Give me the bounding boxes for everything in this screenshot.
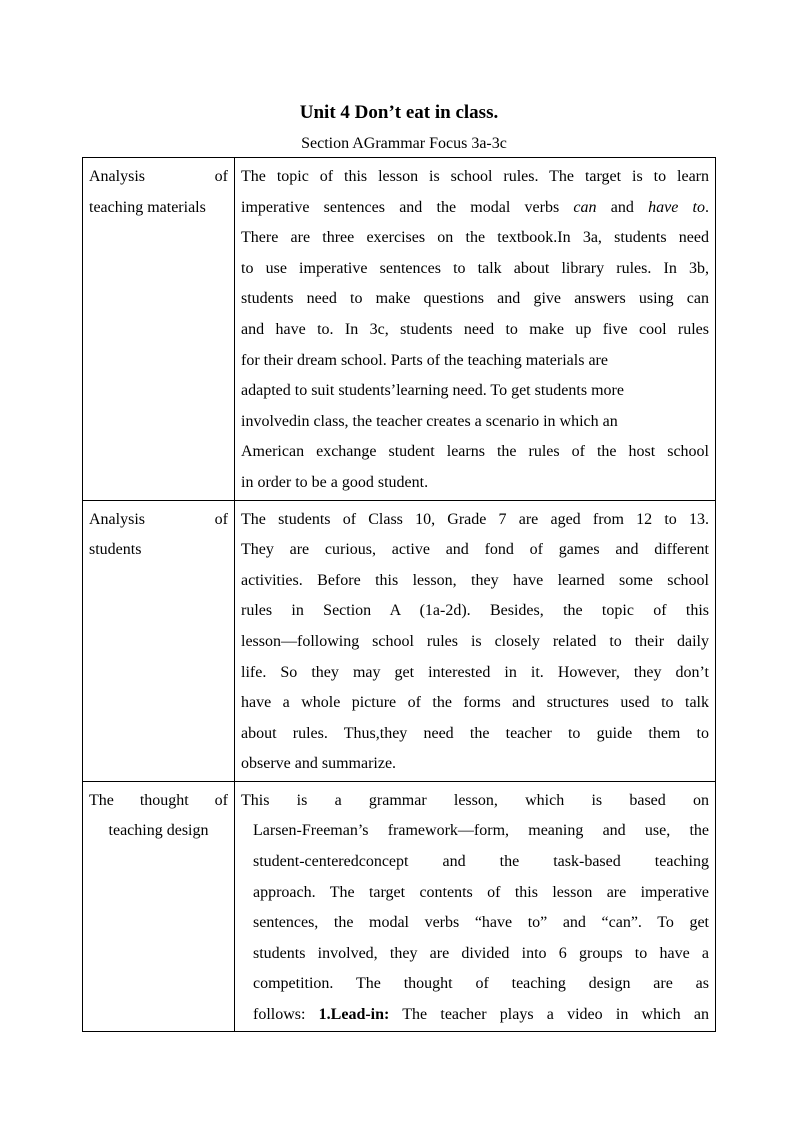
row-label (83, 158, 235, 501)
text-span: The teacher plays a video in which an (389, 1006, 709, 1024)
content-line: observe and summarize. (241, 755, 397, 773)
content-line: have a whole picture of the forms and structures used to talk (241, 694, 709, 712)
content-line: life. So they may get interested in it. However, they don’t (241, 663, 709, 681)
label-line: The thought of (89, 791, 228, 809)
content-line: They are curious, active and fond of games and different (241, 541, 709, 559)
content-line: involvedin class, the teacher creates a scenario in which an (241, 412, 618, 430)
text-span: imperative sentences and the modal verbs (241, 198, 574, 216)
content-line: rules in Section A (1a-2d). Besides, the topic of this (241, 602, 709, 620)
content-line: in order to be a good student. (241, 473, 429, 491)
label-line: Analysis of (89, 168, 228, 185)
text-span: and (596, 198, 649, 216)
label-line: Analysis of (89, 510, 228, 528)
content-line (241, 193, 709, 224)
content-line: There are three exercises on the textbook.In 3a, students need (241, 229, 709, 247)
italic-term-have-to: have to (648, 198, 705, 216)
content-line: for their dream school. Parts of the teaching materials are (241, 351, 608, 369)
content-line: and have to. In 3c, students need to make up five cool rules (241, 320, 709, 338)
content-line: to use imperative sentences to talk about library rules. In 3b, (241, 259, 709, 277)
bold-step-label: 1.Lead-in: (318, 1006, 390, 1024)
label-line: students (89, 541, 142, 559)
label-line: teaching materials (89, 198, 206, 216)
content-line: student-centeredconcept and the task-based teaching (253, 853, 709, 871)
table-row-teaching-materials (83, 158, 716, 501)
page-subtitle: Section AGrammar Focus 3a-3c (301, 135, 507, 152)
lesson-plan-table (82, 157, 716, 1032)
text-span: follows: (253, 1006, 319, 1024)
label-line: teaching design (108, 822, 209, 840)
content-line: students involved, they are divided into 6 groups to have a (253, 944, 709, 962)
content-line: activities. Before this lesson, they have learned some school (241, 571, 709, 589)
content-line: American exchange student learns the rules of the host school (241, 443, 709, 461)
content-line: lesson—following school rules is closely related to their daily (241, 632, 709, 650)
content-line: students need to make questions and give answers using can (241, 290, 709, 308)
row-label (83, 781, 235, 1031)
content-line (241, 1000, 709, 1031)
content-line: The topic of this lesson is school rules. The target is to learn (241, 168, 709, 185)
content-line: This is a grammar lesson, which is based on (241, 791, 709, 809)
row-content (235, 781, 716, 1031)
content-line: competition. The thought of teaching design are as (253, 975, 709, 993)
table-row-students (83, 500, 716, 781)
table-row-teaching-design (83, 781, 716, 1031)
content-line: Larsen-Freeman’s framework—form, meaning and use, the (253, 822, 709, 840)
content-line: approach. The target contents of this lesson are imperative (253, 883, 709, 901)
italic-term-can: can (573, 198, 597, 216)
row-content (235, 158, 716, 501)
text-span: . (705, 198, 709, 216)
content-line: adapted to suit students’learning need. To get students more (241, 382, 624, 400)
page-title: Unit 4 Don’t eat in class. (299, 102, 499, 123)
content-line: about rules. Thus,they need the teacher to guide them to (241, 724, 709, 742)
content-line: The students of Class 10, Grade 7 are aged from 12 to 13. (241, 510, 709, 528)
content-line: sentences, the modal verbs “have to” and “can”. To get (253, 914, 709, 932)
row-content (235, 500, 716, 781)
row-label (83, 500, 235, 781)
